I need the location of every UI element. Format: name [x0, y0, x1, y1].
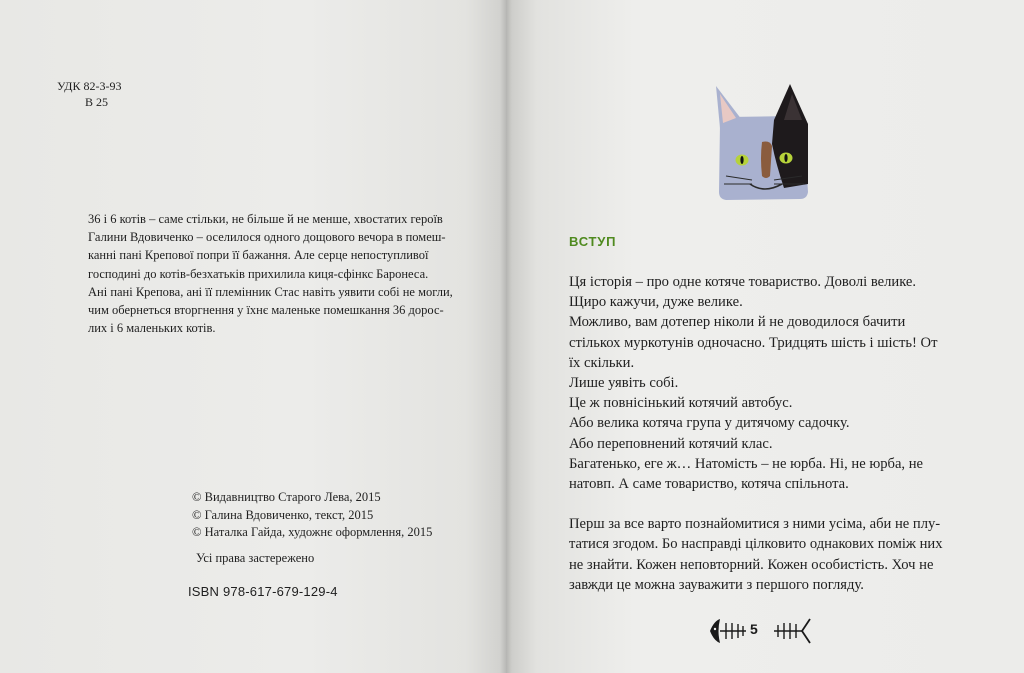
copyright-line: © Видавництво Старого Лева, 2015	[192, 490, 381, 504]
body-line: натовп. А саме товариство, котяча спільнота.	[569, 476, 849, 493]
annotation-line: Ані пані Крепова, ані її племінник Стас навіть уявити собі не могли,	[88, 284, 453, 299]
rights-notice: Усі права застережено	[196, 551, 315, 565]
body-line: Ця історія – про одне котяче товариство. Доволі велике.	[569, 274, 917, 290]
copyright-block	[192, 489, 432, 542]
body-line: стількох муркотунів одночасно. Тридцять шість і шість! От	[569, 334, 938, 351]
body-line: татися згодом. Бо насправді цілковито однакових поміж них	[569, 536, 943, 553]
paragraph-gap	[569, 494, 964, 514]
body-line: Щиро кажучи, дуже велике.	[569, 294, 743, 311]
udk-code: УДК 82-3-93	[57, 79, 122, 93]
bbk-code: В 25	[85, 95, 109, 109]
chapter-title: ВСТУП	[569, 234, 617, 249]
body-line: Лише уявіть собі.	[569, 375, 679, 392]
body-line: Або переповнений котячий клас.	[569, 435, 773, 452]
copyright-line: © Наталка Гайда, художнє оформлення, 2015	[192, 525, 433, 539]
copyright-line: © Галина Вдовиченко, текст, 2015	[192, 507, 374, 522]
body-line: завжди це можна зауважити з першого погляду.	[569, 576, 864, 593]
annotation-line: господині до котів-безхатьків прихилила киця-сфінкс Баронеса.	[88, 266, 429, 281]
fish-skeleton-icon	[708, 615, 748, 647]
annotation-line: лих і 6 маленьких котів.	[88, 321, 216, 336]
body-line: не знайти. Кожен неповторний. Кожен особистість. Хоч не	[569, 556, 934, 573]
isbn: ISBN 978-617-679-129-4	[188, 584, 338, 599]
body-line: Або велика котяча група у дитячому садочку.	[569, 415, 850, 432]
annotation-line: чим обернеться вторгнення у їхнє маленьке помешкання 36 дорос-	[88, 303, 444, 318]
body-line: їх скільки.	[569, 354, 635, 371]
body-line: Багатенько, еге ж… Натомість – не юрба. Ні, не юрба, не	[569, 455, 924, 472]
annotation-line: Галини Вдовиченко – оселилося одного дощового вечора в помеш-	[88, 230, 446, 245]
body-line: Це ж повнісінький котячий автобус.	[569, 395, 793, 412]
book-annotation	[88, 210, 453, 337]
classification-block	[57, 78, 121, 110]
page-number: 5	[750, 621, 758, 637]
fish-skeleton-icon	[772, 615, 812, 647]
cat-face-icon	[712, 84, 812, 202]
body-line: Можливо, вам дотепер ніколи й не доводилося бачити	[569, 314, 906, 331]
left-page	[0, 0, 506, 673]
annotation-line: канні пані Крепової попри її бажання. Але серце непоступливої	[88, 248, 429, 263]
chapter-body	[569, 272, 964, 595]
annotation-line: 36 і 6 котів – саме стільки, не більше й не менше, хвостатих героїв	[88, 212, 443, 226]
book-gutter	[500, 0, 512, 673]
body-line: Перш за все варто познайомитися з ними усіма, аби не плу-	[569, 516, 941, 533]
